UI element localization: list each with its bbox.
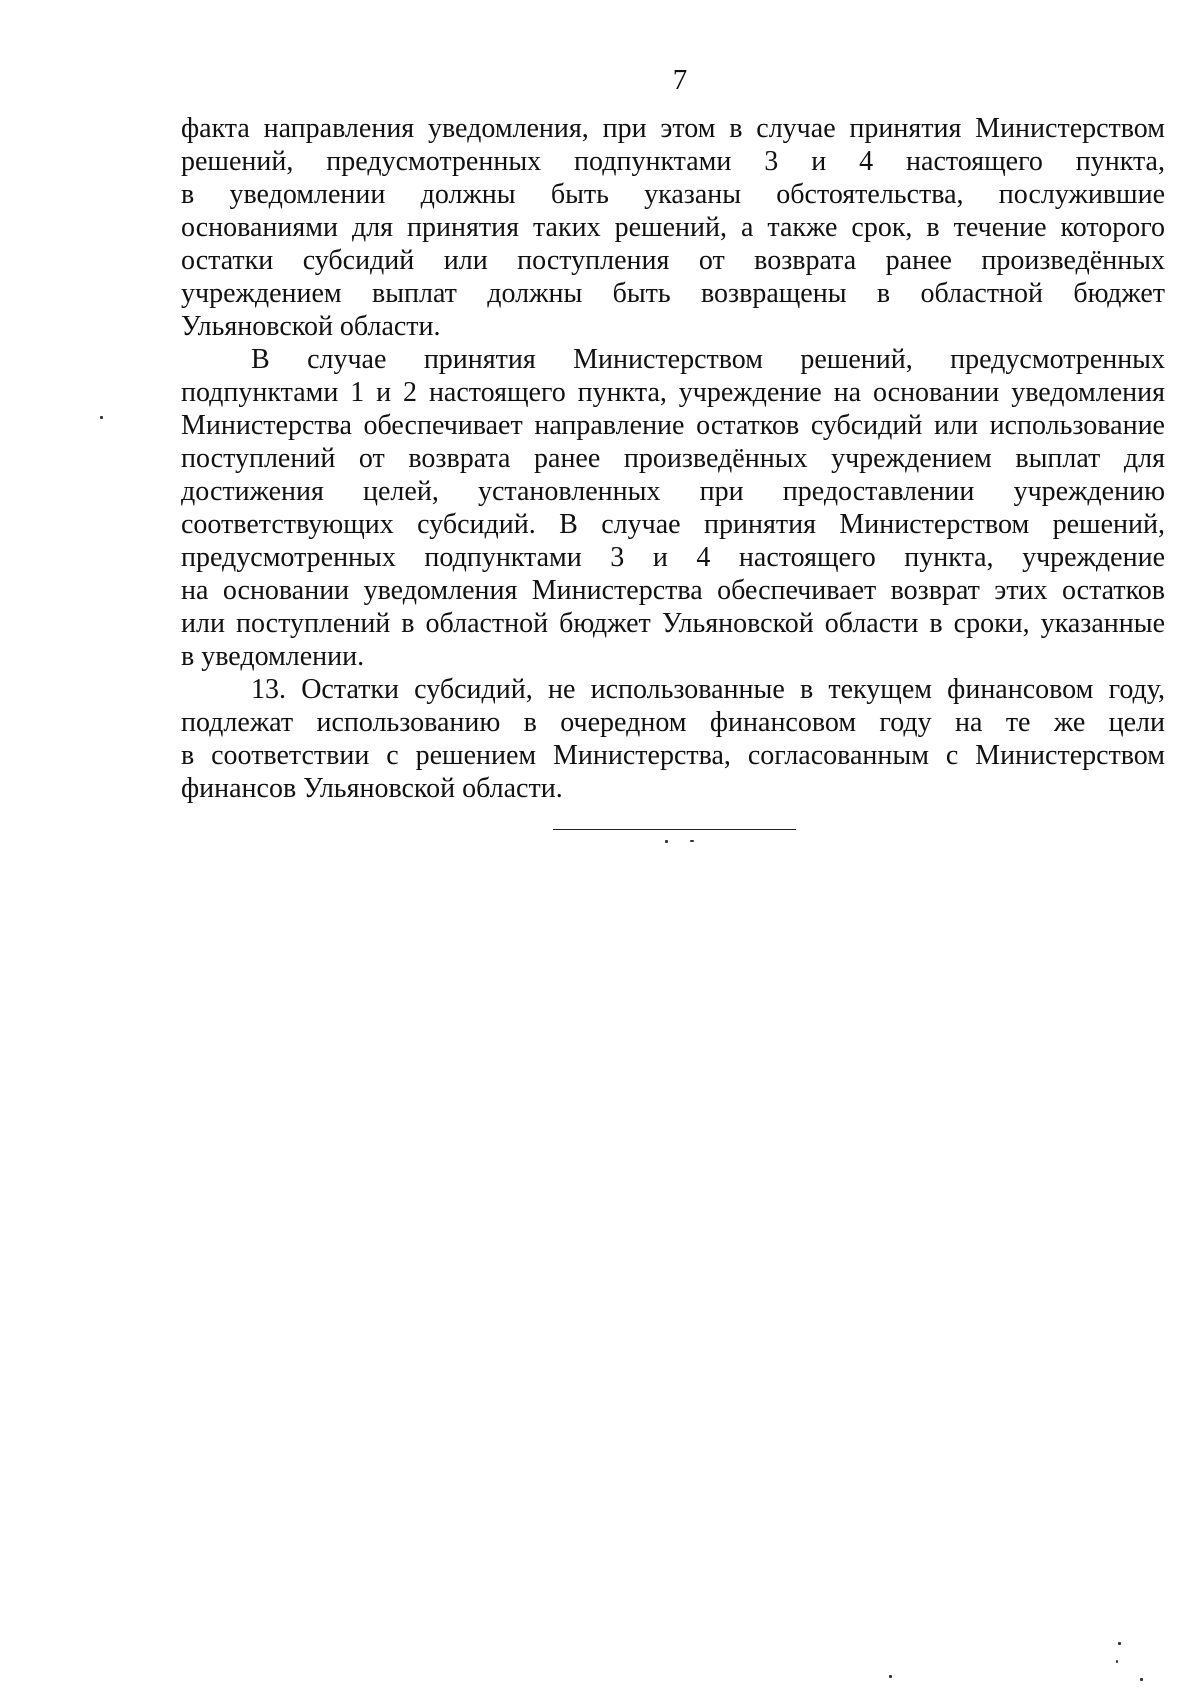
- text-line: учреждением выплат должны быть возвращены в областной бюджет: [181, 278, 1165, 309]
- text-line: 13. Остатки субсидий, не использованные в текущем финансовом году,: [251, 674, 1165, 705]
- text-line: соответствующих субсидий. В случае принятия Министерством решений,: [181, 509, 1165, 540]
- end-of-text-rule: [553, 829, 796, 830]
- text-line: Министерства обеспечивает направление остатков субсидий или использование: [181, 410, 1165, 441]
- text-line: В случае принятия Министерством решений, предусмотренных: [251, 344, 1165, 375]
- text-line: предусмотренных подпунктами 3 и 4 настоящего пункта, учреждение: [181, 542, 1165, 573]
- text-line: или поступлений в областной бюджет Ульяновской области в сроки, указанные: [181, 608, 1165, 639]
- text-line: Ульяновской области.: [181, 311, 441, 342]
- text-line: на основании уведомления Министерства обеспечивает возврат этих остатков: [181, 575, 1165, 606]
- paragraph-clause-13: [181, 673, 1165, 805]
- scan-speck: [100, 416, 103, 419]
- scan-speck: [1140, 1678, 1143, 1681]
- text-line: финансов Ульяновской области.: [181, 773, 563, 804]
- text-line: в уведомлении.: [181, 641, 365, 672]
- text-line: в уведомлении должны быть указаны обстоятельства, послужившие: [181, 179, 1165, 210]
- scan-speck: [690, 840, 694, 842]
- scan-speck: [665, 840, 668, 843]
- text-line: поступлений от возврата ранее произведённых учреждением выплат для: [181, 443, 1165, 474]
- text-line: основаниями для принятия таких решений, а также срок, в течение которого: [181, 212, 1165, 243]
- scan-speck: [1118, 1642, 1121, 1645]
- document-body: [181, 112, 1165, 805]
- text-line: подлежат использованию в очередном финансовом году на те же цели: [181, 707, 1165, 738]
- text-line: остатки субсидий или поступления от возврата ранее произведённых: [181, 245, 1165, 276]
- text-line: в соответствии с решением Министерства, согласованным с Министерством: [181, 740, 1165, 771]
- text-line: факта направления уведомления, при этом в случае принятия Министерством: [181, 113, 1165, 144]
- text-line: решений, предусмотренных подпунктами 3 и 4 настоящего пункта,: [181, 146, 1165, 177]
- page-number: 7: [672, 64, 688, 96]
- paragraph-subsidy-return: [181, 343, 1165, 673]
- scan-speck: [889, 1675, 892, 1678]
- text-line: достижения целей, установленных при предоставлении учреждению: [181, 476, 1165, 507]
- paragraph-notification-grounds: [181, 112, 1165, 343]
- text-line: подпунктами 1 и 2 настоящего пункта, учреждение на основании уведомления: [181, 377, 1165, 408]
- scan-speck: [1116, 1660, 1118, 1663]
